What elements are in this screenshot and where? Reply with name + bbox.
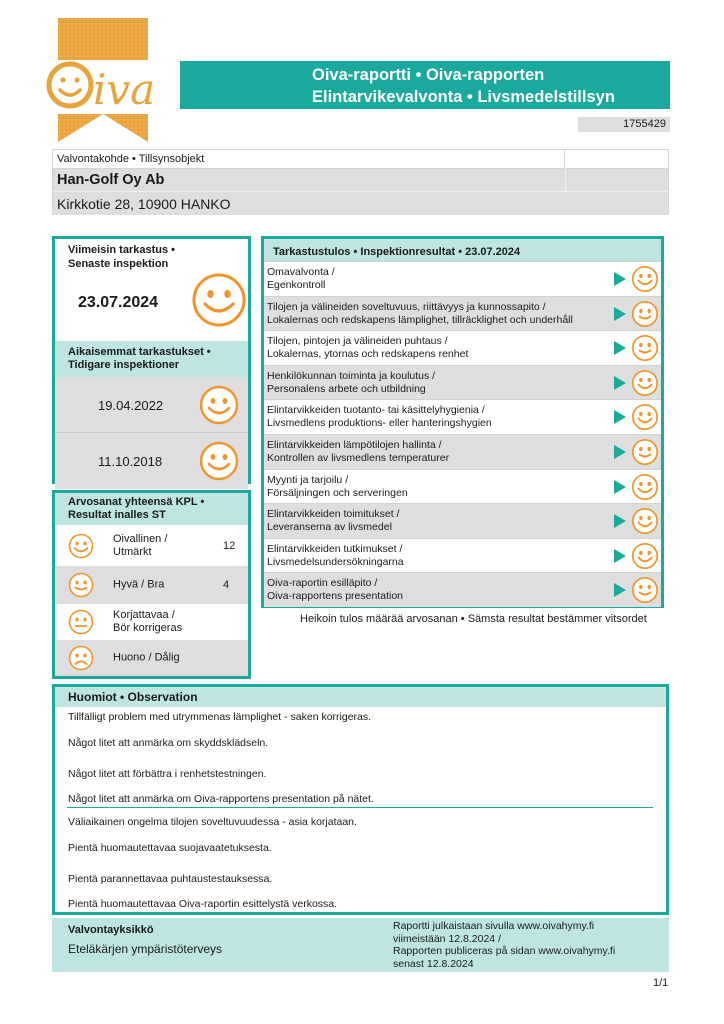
- arrow-right-icon: [614, 307, 626, 321]
- result-row: [264, 469, 661, 504]
- observation-line: Pientä huomautettavaa suojavaatetuksesta.: [68, 842, 272, 854]
- result-row: [264, 365, 661, 400]
- arrow-right-icon: [614, 549, 626, 563]
- smiley-good-icon: [631, 576, 659, 609]
- previous-inspection-date: 19.04.2022: [98, 398, 164, 413]
- result-label: Elintarvikkeiden tutkimukset / Livsmedelsundersökningarna: [267, 542, 404, 568]
- smiley-excellent-icon: [631, 507, 659, 540]
- supervision-unit-footer: [52, 918, 669, 972]
- smiley-excellent-icon: [631, 473, 659, 506]
- observation-line: Väliaikainen ongelma tilojen soveltuvuudessa - asia korjataan.: [68, 816, 357, 828]
- latest-inspection-label: Viimeisin tarkastus • Senaste inspektion: [68, 244, 175, 270]
- report-title-line1: Oiva-raportti • Oiva-rapporten: [312, 66, 545, 84]
- publication-info: Raportti julkaistaan sivulla www.oivahymy.fi viimeistään 12.8.2024 / Rapporten publiceras på sidan www.oivahymy.fi senast 12.8.2024: [393, 920, 616, 970]
- arrow-right-icon: [614, 445, 626, 459]
- result-row: [264, 296, 661, 331]
- smiley-poor-icon: [68, 645, 94, 676]
- previous-inspection-row: [55, 433, 248, 489]
- object-label: Valvontakohde • Tillsynsobjekt: [53, 150, 565, 169]
- observation-line: Något litet att anmärka om Oiva-rapportens presentation på nätet.: [68, 793, 374, 805]
- grade-count: 4: [223, 579, 230, 591]
- report-title-bar: [180, 61, 670, 109]
- result-row: [264, 538, 661, 573]
- arrow-right-icon: [614, 376, 626, 390]
- oiva-logo: [42, 18, 164, 142]
- smiley-excellent-icon: [199, 385, 239, 430]
- grade-totals-label: Arvosanat yhteensä KPL • Resultat inalles ST: [55, 493, 248, 525]
- smiley-excellent-icon: [631, 265, 659, 298]
- grade-label: Korjattavaa / Bör korrigeras: [113, 609, 183, 634]
- grade-label: Huono / Dålig: [113, 651, 180, 664]
- smiley-excellent-icon: [631, 403, 659, 436]
- result-label: Elintarvikkeiden tuotanto- tai käsittelyhygienia / Livsmedlens produktions- eller hanteringshygien: [267, 404, 492, 430]
- smiley-neutral-icon: [68, 609, 94, 640]
- observation-line: Pientä parannettavaa puhtaustestauksessa.: [68, 873, 273, 885]
- object-label-empty-cell: [566, 150, 668, 169]
- supervision-unit-label: Valvontayksikkö: [68, 924, 154, 936]
- grade-row-poor: [55, 640, 248, 676]
- document-id: 1755429: [578, 117, 670, 132]
- result-row: [264, 330, 661, 365]
- grade-label: Oivallinen / Utmärkt: [113, 532, 168, 558]
- observation-line: Pientä huomautettavaa Oiva-raportin esittelystä verkossa.: [68, 898, 338, 910]
- inspection-results-title: Tarkastustulos • Inspektionresultat • 23.07.2024: [264, 239, 661, 261]
- latest-inspection-date: 23.07.2024: [78, 294, 159, 311]
- result-label: Oiva-raportin esilläpito / Oiva-rapportens presentation: [267, 577, 403, 603]
- observation-line: Något litet att förbättra i renhetstestningen.: [68, 768, 267, 780]
- smiley-excellent-icon: [631, 369, 659, 402]
- arrow-right-icon: [614, 272, 626, 286]
- report-title-line2: Elintarvikevalvonta • Livsmedelstillsyn: [312, 88, 615, 106]
- supervision-unit-name: Eteläkärjen ympäristöterveys: [68, 942, 223, 956]
- observations-panel: [52, 684, 669, 915]
- arrow-right-icon: [614, 341, 626, 355]
- smiley-good-icon: [631, 334, 659, 367]
- result-label: Henkilökunnan toiminta ja koulutus / Personalens arbete och utbildning: [267, 369, 436, 395]
- arrow-right-icon: [614, 583, 626, 597]
- arrow-right-icon: [614, 480, 626, 494]
- svg-text:iva: iva: [93, 65, 156, 114]
- result-row: [264, 261, 661, 296]
- grade-row-excellent: [55, 525, 248, 566]
- result-label: Myynti ja tarjoilu / Försäljningen och serveringen: [267, 473, 408, 499]
- result-label: Tilojen ja välineiden soveltuvuus, riittävyys ja kunnossapito / Lokalernas och redskapens lämplighet, tillräcklighet och underhåll: [267, 300, 573, 326]
- grade-row-to-correct: [55, 604, 248, 640]
- smiley-excellent-icon: [199, 441, 239, 486]
- grade-totals-panel: [52, 490, 251, 679]
- arrow-right-icon: [614, 410, 626, 424]
- result-label: Tilojen, pintojen ja välineiden puhtaus / Lokalernas, ytornas och redskapens renhet: [267, 335, 469, 361]
- smiley-excellent-icon: [191, 272, 247, 333]
- object-name-divider: [565, 169, 566, 191]
- smiley-excellent-icon: [631, 542, 659, 575]
- previous-inspection-date: 11.10.2018: [98, 454, 163, 469]
- smiley-good-icon: [631, 438, 659, 471]
- worst-result-note: Heikoin tulos määrää arvosanan • Sämsta resultat bestämmer vitsordet: [300, 613, 647, 625]
- result-label: Elintarvikkeiden toimitukset / Leveranserna av livsmedel: [267, 508, 400, 534]
- grade-label: Hyvä / Bra: [113, 578, 165, 591]
- page-number: 1/1: [653, 977, 669, 989]
- previous-inspection-row: [55, 377, 248, 433]
- observation-line: Tillfälligt problem med utrymmenas lämplighet - saken korrigeras.: [68, 711, 372, 723]
- smiley-excellent-icon: [68, 533, 94, 564]
- arrow-right-icon: [614, 514, 626, 528]
- result-row: [264, 503, 661, 538]
- object-name: Han-Golf Oy Ab: [53, 169, 668, 191]
- smiley-good-icon: [631, 300, 659, 333]
- smiley-good-icon: [68, 572, 94, 603]
- observations-title: Huomiot • Observation: [55, 687, 666, 707]
- language-divider: [67, 807, 653, 808]
- grade-row-good: [55, 566, 248, 604]
- grade-count: 12: [223, 539, 236, 552]
- result-row: [264, 572, 661, 607]
- inspection-results-panel: [261, 236, 664, 608]
- previous-inspections-label: Aikaisemmat tarkastukset • Tidigare inspektioner: [55, 341, 248, 377]
- inspection-object: [52, 149, 669, 215]
- latest-inspection-panel: [52, 236, 251, 484]
- object-address: Kirkkotie 28, 10900 HANKO: [53, 191, 668, 215]
- result-row: [264, 434, 661, 469]
- observation-line: Något litet att anmärka om skyddsklädseln.: [68, 737, 269, 749]
- result-row: [264, 399, 661, 434]
- result-label: Elintarvikkeiden lämpötilojen hallinta / Kontrollen av livsmedlens temperaturer: [267, 439, 450, 464]
- result-label: Omavalvonta / Egenkontroll: [267, 266, 335, 291]
